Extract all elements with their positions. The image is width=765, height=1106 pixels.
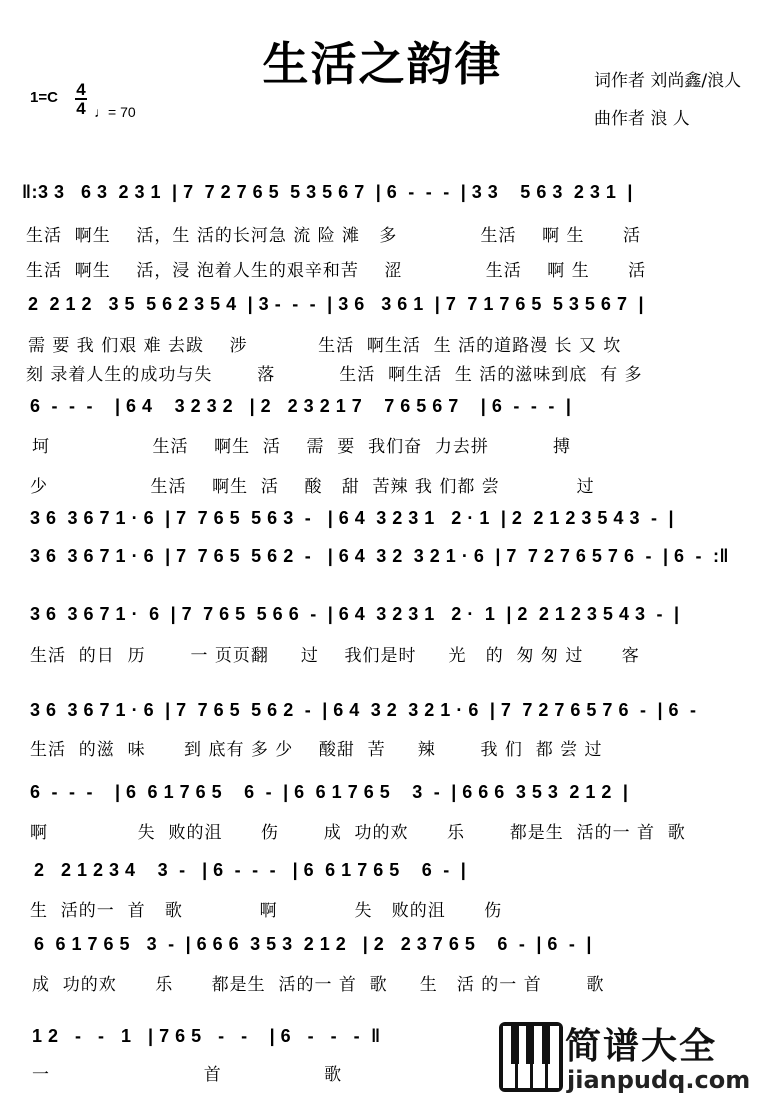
score-row-3-lyrics-verse-1: 坷 生活 啊生 活 需 要 我们奋 力去拼 搏 — [32, 437, 571, 457]
time-signature — [74, 81, 88, 117]
score-row-5-notes: 3 6 3 6 7 1 · 6 | 7 7 6 5 5 6 2 - | 6 4 3 2 3 2 1 · 6 | 7 7 2 7 6 5 7 6 - | 6 - :‖ — [30, 546, 729, 566]
score-row-10-notes: 6 6 1 7 6 5 3 - | 6 6 6 3 5 3 2 1 2 | 2 2 3 7 6 5 6 - | 6 - | — [34, 934, 592, 954]
score-row-7-notes: 3 6 3 6 7 1 · 6 | 7 7 6 5 5 6 2 - | 6 4 3 2 3 2 1 · 6 | 7 7 2 7 6 5 7 6 - | 6 - — [30, 700, 697, 720]
quarter-note-icon: ♩ — [94, 104, 108, 120]
score-row-9-notes: 2 2 1 2 3 4 3 - | 6 - - - | 6 6 1 7 6 5 6 - | — [34, 860, 467, 880]
score-row-11-lyrics: 一 首 歌 — [32, 1065, 343, 1085]
score-row-6-notes: 3 6 3 6 7 1 · 6 | 7 7 6 5 5 6 6 - | 6 4 3 2 3 1 2 · 1 | 2 2 1 2 3 5 4 3 - | — [30, 604, 680, 624]
song-title: 生活之韵律 — [262, 37, 503, 91]
score-row-3-notes: 6 - - - | 6 4 3 2 3 2 | 2 2 3 2 1 7 7 6 5 6 7 | 6 - - - | — [30, 396, 572, 416]
score-row-1-lyrics-verse-2: 生活 啊生 活，浸 泡着人生的艰辛和苦 涩 生活 啊 生 活 — [26, 261, 647, 281]
site-logo-url: jianpudq.com — [567, 1066, 751, 1094]
composer-credit: 曲作者 浪 人 — [594, 109, 690, 129]
lyricist-credit: 词作者 刘尚鑫/浪人 — [594, 71, 742, 91]
key-signature: 1=C — [30, 89, 58, 106]
score-row-9-lyrics: 生 活的一 首 歌 啊 失 败的沮 伤 — [30, 901, 503, 921]
time-signature-numerator: 4 — [76, 80, 86, 99]
score-row-8-notes: 6 - - - | 6 6 1 7 6 5 6 - | 6 6 1 7 6 5 3 - | 6 6 6 3 5 3 2 1 2 | — [30, 782, 629, 802]
score-row-1-notes: ‖:3 3 6 3 2 3 1 | 7 7 2 7 6 5 5 3 5 6 7 | 6 - - - | 3 3 5 6 3 2 3 1 | — [22, 182, 633, 202]
score-row-10-lyrics: 成 功的欢 乐 都是生 活的一 首 歌 生 活 的一 首 歌 — [32, 975, 605, 995]
tempo-value: = 70 — [108, 104, 136, 120]
score-row-2-lyrics-verse-2: 刻 录着人生的成功与失 落 生活 啊生活 生 活的滋味到底 有 多 — [26, 365, 643, 385]
score-row-2-lyrics-verse-1: 需 要 我 们艰 难 去跋 涉 生活 啊生活 生 活的道路漫 长 又 坎 — [28, 336, 622, 356]
score-row-7-lyrics: 生活 的滋 味 到 底有 多 少 酸甜 苦 辣 我 们 都 尝 过 — [30, 740, 603, 760]
score-row-2-notes: 2 2 1 2 3 5 5 6 2 3 5 4 | 3 - - - | 3 6 3 6 1 | 7 7 1 7 6 5 5 3 5 6 7 | — [28, 294, 644, 314]
score-row-3-lyrics-verse-2: 少 生活 啊生 活 酸 甜 苦辣 我 们都 尝 过 — [30, 477, 595, 497]
score-row-6-lyrics: 生活 的日 历 一 页页翻 过 我们是时 光 的 匆 匆 过 客 — [30, 646, 640, 666]
piano-keys-icon — [499, 1022, 563, 1092]
score-row-1-lyrics-verse-1: 生活 啊生 活，生 活的长河急 流 险 滩 多 生活 啊 生 活 — [26, 226, 641, 246]
time-signature-denominator: 4 — [76, 99, 86, 118]
score-row-8-lyrics: 啊 失 败的沮 伤 成 功的欢 乐 都是生 活的一 首 歌 — [30, 823, 686, 843]
score-row-4-notes: 3 6 3 6 7 1 · 6 | 7 7 6 5 5 6 3 - | 6 4 3 2 3 1 2 · 1 | 2 2 1 2 3 5 4 3 - | — [30, 508, 674, 528]
tempo-mark — [94, 104, 136, 120]
site-logo-name: 简谱大全 — [565, 1026, 718, 1067]
site-logo — [499, 1016, 759, 1100]
score-row-11-notes: 1 2 - - 1 | 7 6 5 - - | 6 - - - ‖ — [32, 1026, 381, 1046]
